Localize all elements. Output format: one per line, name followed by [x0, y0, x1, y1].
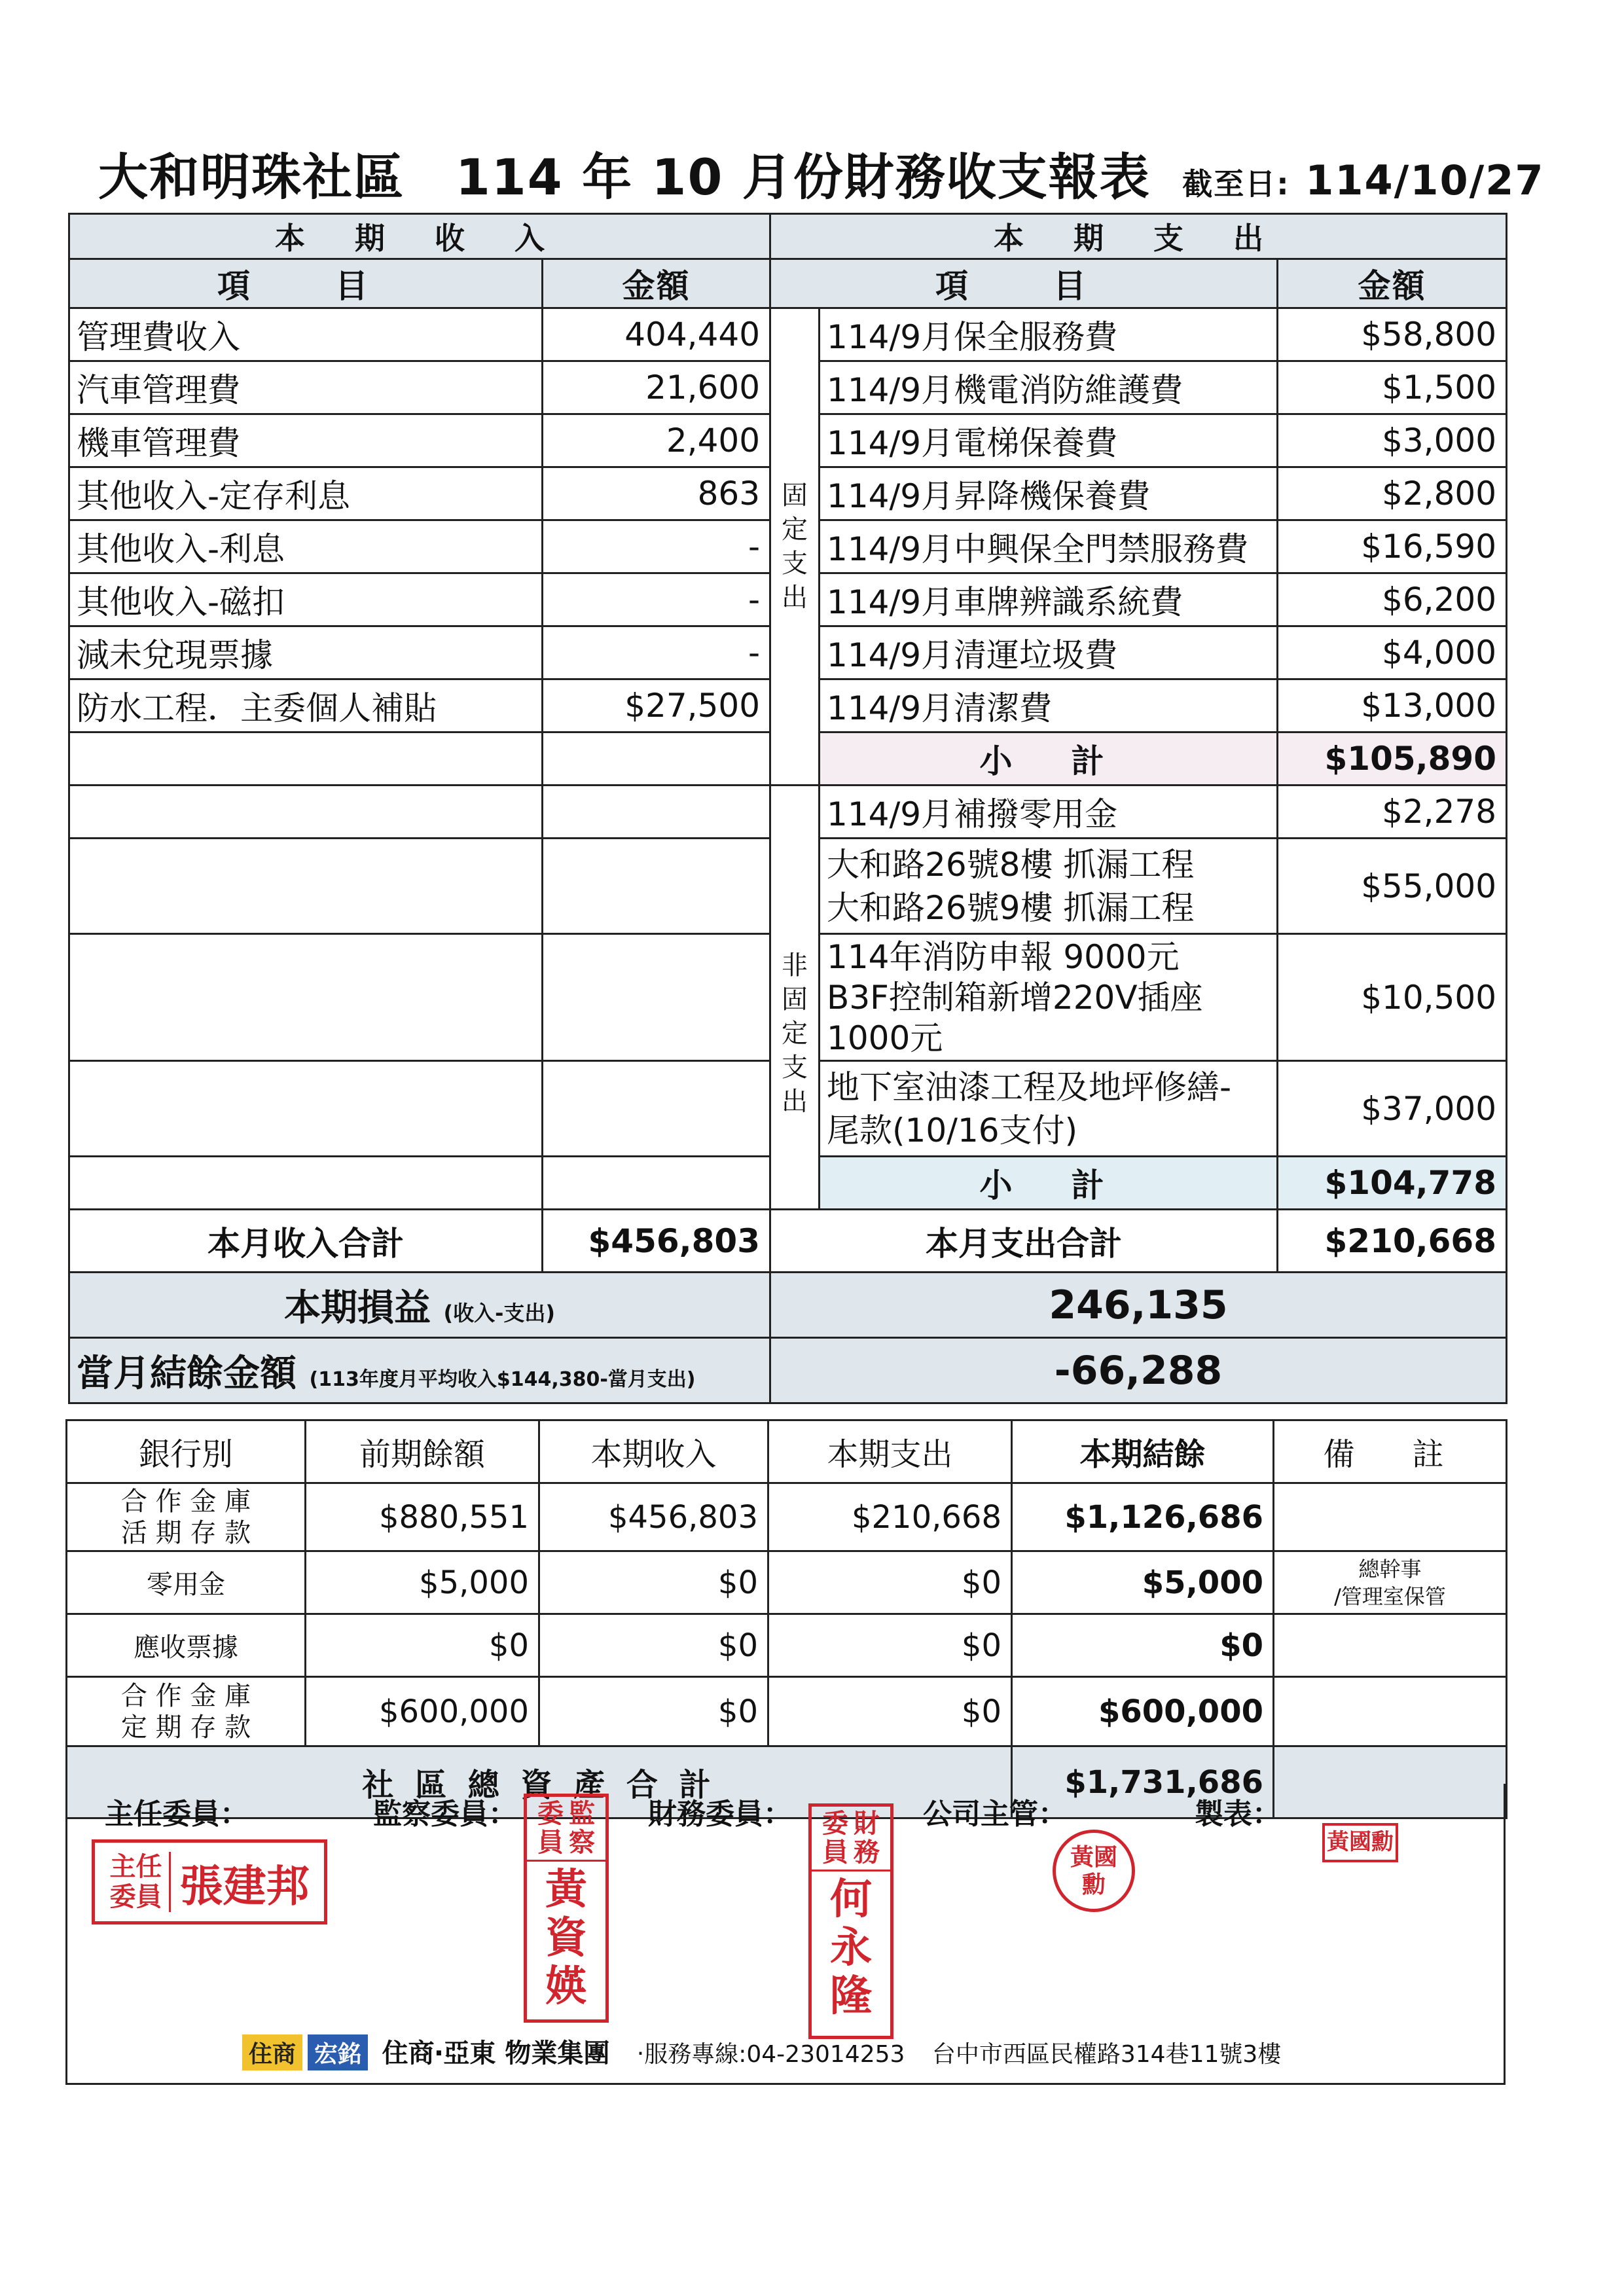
income-expense-table: [68, 213, 1507, 1404]
bank-expense: $0: [768, 1551, 1012, 1614]
income-empty: [69, 1061, 543, 1157]
bank-col-header: 本期結餘: [1012, 1420, 1274, 1483]
manager-label: 公司主管：: [923, 1798, 1067, 1831]
income-amount: -: [543, 520, 770, 573]
bank-prev: $600,000: [306, 1677, 539, 1746]
bank-note: [1274, 1483, 1507, 1551]
expense-amount: $1,500: [1278, 361, 1507, 414]
bank-col-header: 本期支出: [768, 1420, 1012, 1483]
finance-stamp-title-col: 財務: [854, 1808, 880, 1868]
company-logo-b: 宏銘: [308, 2034, 368, 2070]
bank-col-header: 備 註: [1274, 1420, 1507, 1483]
income-empty: [69, 934, 543, 1061]
profit-loss-label: [69, 1273, 770, 1338]
date-value: 114/10/27: [1305, 156, 1545, 204]
bank-name: 應收票據: [67, 1614, 306, 1677]
income-empty: [69, 839, 543, 934]
table-row: [69, 786, 1507, 839]
bank-note-line: /管理室保管: [1334, 1583, 1446, 1609]
bank-balance: $1,126,686: [1012, 1483, 1274, 1551]
income-empty: [69, 1157, 543, 1210]
bank-header-row: [67, 1420, 1507, 1483]
bank-note-line: 總幹事: [1358, 1556, 1422, 1581]
income-empty: [543, 732, 770, 786]
report-title: 大和明珠社區 114 年 10 月份財務收支報表: [98, 148, 1151, 206]
expense-item: 114/9月清潔費: [820, 679, 1278, 732]
chair-stamp-name: 張建邦: [179, 1860, 310, 1911]
expense-amount: $55,000: [1278, 839, 1507, 934]
expense-amount: $2,800: [1278, 467, 1507, 520]
income-amount: 863: [543, 467, 770, 520]
table-row: [69, 308, 1507, 361]
bank-row: [67, 1483, 1507, 1551]
expense-total-label: 本月支出合計: [770, 1210, 1278, 1273]
balance-note: (113年度月平均收入$144,380-當月支出): [309, 1367, 696, 1391]
profit-loss-label-text: 本期損益: [283, 1286, 431, 1329]
company-name: 住商‧亞東 物業集團: [382, 2038, 610, 2069]
profit-loss-value: 246,135: [770, 1273, 1507, 1338]
bank-col-header: 本期收入: [539, 1420, 768, 1483]
expense-amount: $37,000: [1278, 1061, 1507, 1157]
supervisor-label: 監察委員：: [373, 1798, 517, 1831]
bank-balance: $0: [1012, 1614, 1274, 1677]
report-date: [1182, 156, 1544, 204]
expense-item: 114/9月清運垃圾費: [820, 626, 1278, 679]
bank-balance: $5,000: [1012, 1551, 1274, 1614]
income-amount: 404,440: [543, 308, 770, 361]
expense-amount: $3,000: [1278, 414, 1507, 467]
nonfixed-subtotal-label: 小 計: [820, 1157, 1278, 1210]
expense-item-line: 地下室油漆工程及地坪修繕-: [827, 1068, 1232, 1106]
bank-expense: $0: [768, 1677, 1012, 1746]
expense-item: 114/9月中興保全門禁服務費: [820, 520, 1278, 573]
bank-expense: $0: [768, 1614, 1012, 1677]
expense-item-line: 大和路26號9樓 抓漏工程: [827, 888, 1195, 927]
expense-item: 114/9月電梯保養費: [820, 414, 1278, 467]
bank-name: [67, 1483, 306, 1551]
fixed-expense-label-text: 固定支出: [782, 480, 808, 613]
expense-item-multiline: [820, 934, 1278, 1061]
income-item: 其他收入-定存利息: [69, 467, 543, 520]
balance-label: [69, 1338, 770, 1403]
income-total-value: $456,803: [543, 1210, 770, 1273]
expense-item-multiline: [820, 839, 1278, 934]
income-empty: [543, 839, 770, 934]
finance-stamp: [808, 1803, 893, 2039]
expense-amount: $13,000: [1278, 679, 1507, 732]
bank-prev: $5,000: [306, 1551, 539, 1614]
supervisor-stamp-title: [527, 1797, 605, 1862]
income-total-label: 本月收入合計: [69, 1210, 543, 1273]
nonfixed-expense-label: [770, 786, 820, 1210]
bank-balance: $600,000: [1012, 1677, 1274, 1746]
profit-loss-row: [69, 1273, 1507, 1338]
income-empty: [69, 732, 543, 786]
income-empty: [543, 934, 770, 1061]
expense-item-line: 大和路26號8樓 抓漏工程: [827, 845, 1195, 884]
income-item: 減未兌現票據: [69, 626, 543, 679]
date-label: 截至日:: [1182, 166, 1290, 202]
expense-amount: $4,000: [1278, 626, 1507, 679]
finance-label: 財務委員：: [648, 1798, 792, 1831]
bank-prev: $0: [306, 1614, 539, 1677]
expense-item: 114/9月昇降機保養費: [820, 467, 1278, 520]
expense-col-amount: 金額: [1278, 259, 1507, 308]
bank-income: $456,803: [539, 1483, 768, 1551]
expense-item: 114/9月補撥零用金: [820, 786, 1278, 839]
bank-prev: $880,551: [306, 1483, 539, 1551]
expense-item: 114/9月保全服務費: [820, 308, 1278, 361]
bank-note: [1274, 1614, 1507, 1677]
bank-name-line: 活 期 存 款: [120, 1517, 251, 1548]
bank-name-line: 合 作 金 庫: [120, 1486, 251, 1517]
income-col-item: 項 目: [69, 259, 543, 308]
bank-income: $0: [539, 1614, 768, 1677]
expense-amount: $2,278: [1278, 786, 1507, 839]
income-empty: [543, 1061, 770, 1157]
company-address: 台中市西區民權路314巷11號3樓: [931, 2041, 1282, 2068]
expense-total-value: $210,668: [1278, 1210, 1507, 1273]
nonfixed-expense-label-text: 非固定支出: [782, 950, 808, 1117]
expense-item: 114/9月車牌辨識系統費: [820, 573, 1278, 626]
manager-stamp-name: 黃國勳: [1070, 1843, 1117, 1898]
expense-item-line: B3F控制箱新增220V插座: [827, 978, 1203, 1017]
balance-label-text: 當月結餘金額: [77, 1352, 297, 1395]
income-item: 其他收入-磁扣: [69, 573, 543, 626]
bank-col-header: 銀行別: [67, 1420, 306, 1483]
bank-row: [67, 1614, 1507, 1677]
expense-amount: $58,800: [1278, 308, 1507, 361]
fixed-expense-label: [770, 308, 820, 786]
bank-name-line: 定 期 存 款: [120, 1712, 251, 1743]
bank-expense: $210,668: [768, 1483, 1012, 1551]
fixed-subtotal: $105,890: [1278, 732, 1507, 786]
chair-stamp-title: [110, 1852, 171, 1912]
income-section-title: 本 期 收 入: [69, 214, 770, 259]
expense-col-item: 項 目: [770, 259, 1278, 308]
income-empty: [69, 786, 543, 839]
totals-row: [69, 1210, 1507, 1273]
footer: [242, 2033, 1281, 2070]
income-item: 防水工程．主委個人補貼: [69, 679, 543, 732]
bank-row: [67, 1551, 1507, 1614]
manager-stamp: [1053, 1830, 1135, 1912]
expense-amount: $10,500: [1278, 934, 1507, 1061]
income-amount: $27,500: [543, 679, 770, 732]
chair-stamp-title-line: 委員: [109, 1881, 162, 1912]
income-empty: [543, 1157, 770, 1210]
expense-section-title: 本 期 支 出: [770, 214, 1507, 259]
income-amount: 21,600: [543, 361, 770, 414]
company-logo-a: 住商: [242, 2034, 302, 2070]
income-col-amount: 金額: [543, 259, 770, 308]
bank-name: [67, 1677, 306, 1746]
expense-item-line: 1000元: [827, 1019, 943, 1057]
chair-stamp: [92, 1839, 327, 1925]
bank-table: [65, 1419, 1507, 1819]
income-empty: [543, 786, 770, 839]
bank-note: [1274, 1677, 1507, 1746]
finance-stamp-name: 何永隆: [830, 1875, 872, 2021]
income-amount: -: [543, 626, 770, 679]
bank-row: [67, 1677, 1507, 1746]
bank-note: [1274, 1551, 1507, 1614]
expense-amount: $6,200: [1278, 573, 1507, 626]
preparer-stamp: 黃國勳: [1322, 1823, 1398, 1862]
income-item: 其他收入-利息: [69, 520, 543, 573]
income-item: 機車管理費: [69, 414, 543, 467]
finance-stamp-title: [812, 1807, 890, 1871]
bank-income: $0: [539, 1677, 768, 1746]
supervisor-stamp-name: 黃資媖: [545, 1865, 587, 2011]
page-title: [98, 137, 1545, 209]
total-assets-value: $1,731,686: [1012, 1746, 1274, 1818]
expense-item-multiline: [820, 1061, 1278, 1157]
bank-income: $0: [539, 1551, 768, 1614]
balance-value: -66,288: [770, 1338, 1507, 1403]
profit-loss-note: (收入-支出): [443, 1300, 556, 1326]
income-amount: 2,400: [543, 414, 770, 467]
preparer-label: 製表：: [1195, 1798, 1281, 1831]
total-assets-label: 社 區 總 資 產 合 計: [67, 1746, 1012, 1818]
balance-row: [69, 1338, 1507, 1403]
income-item: 管理費收入: [69, 308, 543, 361]
supervisor-stamp-title-col: 委員: [537, 1798, 564, 1858]
bank-name-line: 合 作 金 庫: [120, 1680, 251, 1711]
expense-item-line: 尾款(10/16支付): [827, 1111, 1078, 1149]
bank-name: 零用金: [67, 1551, 306, 1614]
supervisor-stamp-title-col: 監察: [569, 1798, 595, 1858]
income-amount: -: [543, 573, 770, 626]
expense-amount: $16,590: [1278, 520, 1507, 573]
supervisor-stamp: [524, 1794, 609, 2023]
fixed-subtotal-label: 小 計: [820, 732, 1278, 786]
chair-label: 主任委員：: [105, 1798, 249, 1831]
expense-item: 114/9月機電消防維護費: [820, 361, 1278, 414]
income-item: 汽車管理費: [69, 361, 543, 414]
bank-col-header: 前期餘額: [306, 1420, 539, 1483]
expense-item-line: 114年消防申報 9000元: [827, 937, 1180, 976]
chair-stamp-title-line: 主任: [109, 1851, 162, 1882]
finance-stamp-title-col: 委員: [822, 1808, 848, 1868]
nonfixed-subtotal: $104,778: [1278, 1157, 1507, 1210]
service-line: ‧服務專線:04-23014253: [636, 2041, 905, 2068]
